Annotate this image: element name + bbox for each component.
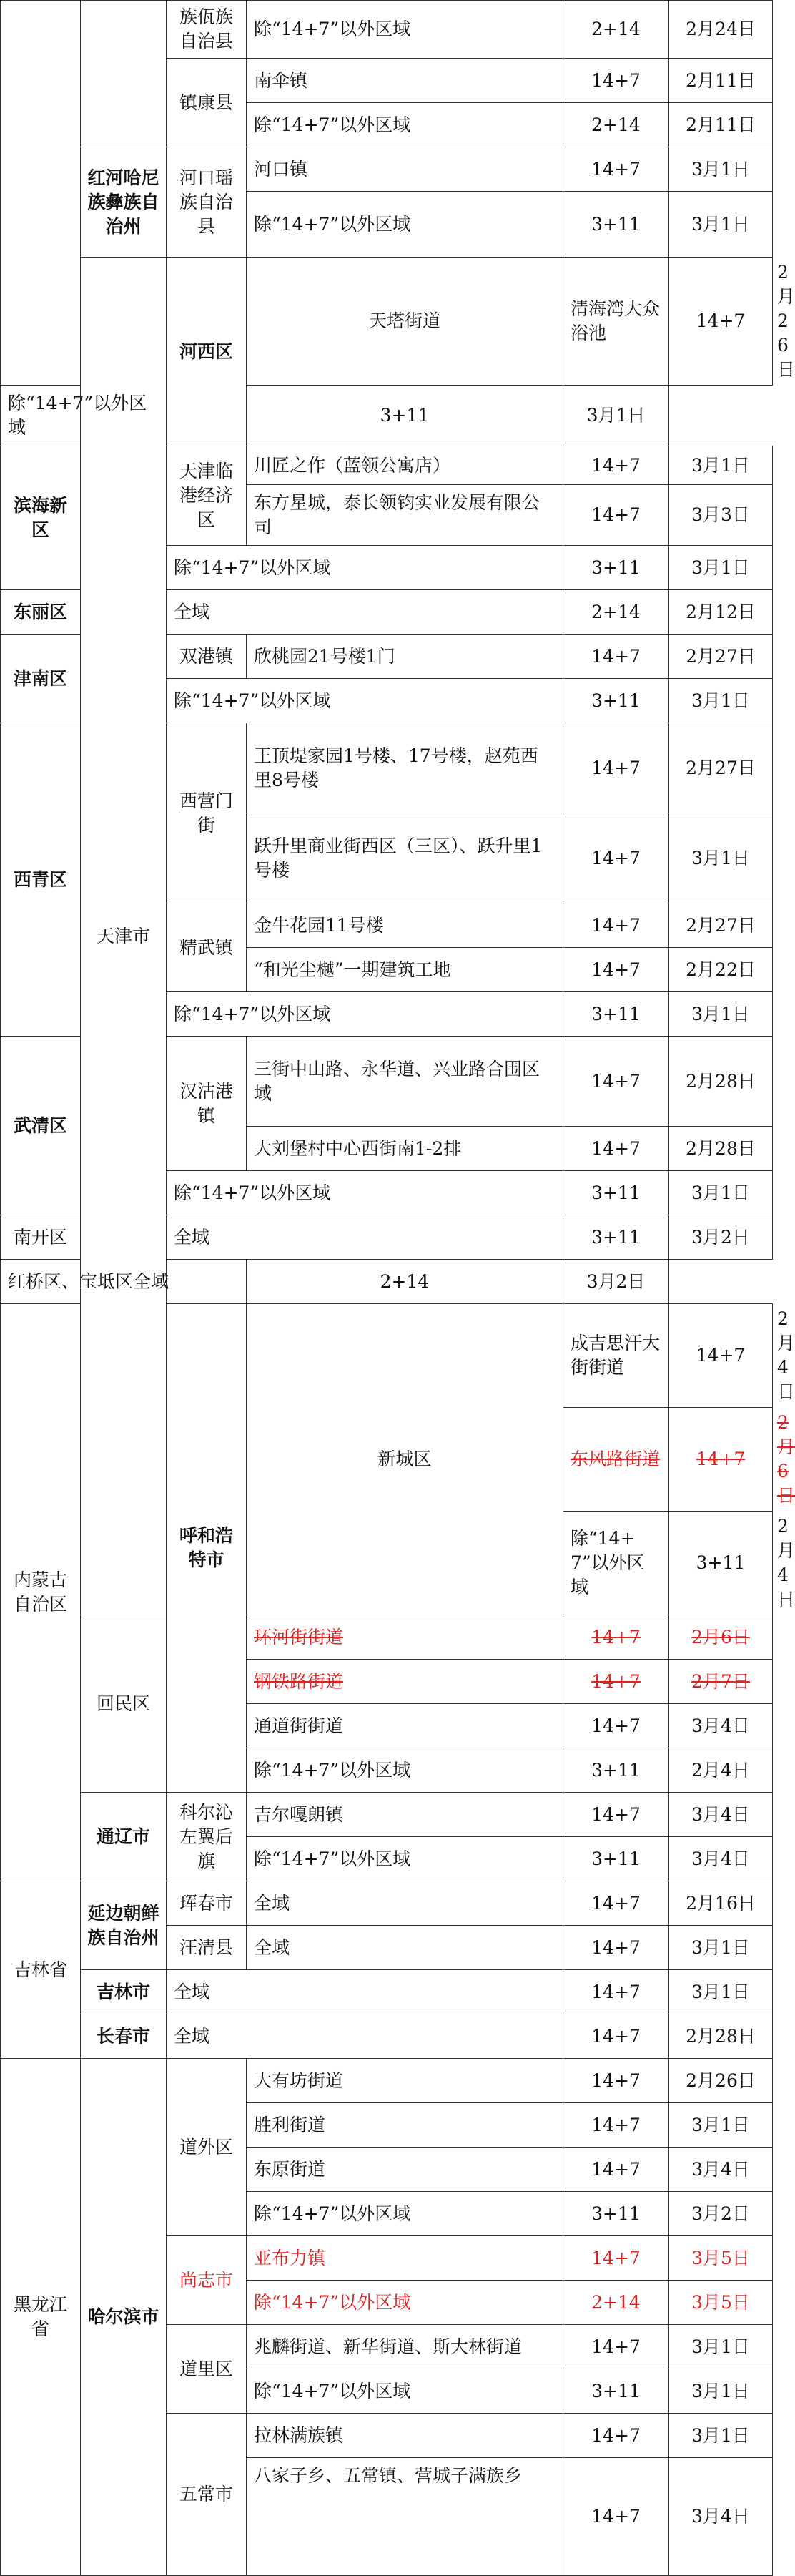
date-cell: 2月4日 bbox=[669, 1748, 773, 1793]
date-cell: 3月5日 bbox=[669, 2281, 773, 2325]
city-cell: 通辽市 bbox=[81, 1793, 167, 1881]
policy-cell: 3+11 bbox=[563, 679, 669, 723]
date-cell: 3月1日 bbox=[669, 1970, 773, 2014]
policy-cell: 14+7 bbox=[563, 1037, 669, 1127]
date-cell: 2月28日 bbox=[669, 1037, 773, 1127]
city-cell: 南开区 bbox=[1, 1215, 81, 1260]
policy-cell: 14+7 bbox=[563, 2325, 669, 2369]
area-cell: 除“14+7”以外区域 bbox=[167, 1171, 563, 1215]
policy-cell: 3+11 bbox=[563, 546, 669, 590]
district-cell: 天塔街道 bbox=[247, 258, 563, 386]
area-cell: “和光尘樾”一期建筑工地 bbox=[247, 948, 563, 992]
policy-cell: 14+7 bbox=[563, 1127, 669, 1171]
province-cell: 吉林省 bbox=[1, 1881, 81, 2059]
policy-cell: 3+11 bbox=[563, 1171, 669, 1215]
area-cell: 全域 bbox=[167, 1215, 563, 1260]
date-cell: 2月24日 bbox=[669, 1, 773, 59]
policy-cell: 14+7 bbox=[563, 2059, 669, 2103]
city-cell: 津南区 bbox=[1, 635, 81, 723]
date-cell: 3月1日 bbox=[669, 446, 773, 485]
date-cell: 3月2日 bbox=[563, 1260, 669, 1304]
date-cell: 2月7日 bbox=[669, 1660, 773, 1704]
district-cell: 尚志市 bbox=[167, 2236, 247, 2325]
policy-cell: 14+7 bbox=[669, 1304, 773, 1408]
policy-cell: 2+14 bbox=[247, 1260, 563, 1304]
city-cell: 西青区 bbox=[1, 723, 81, 1037]
area-cell: 钢铁路街道 bbox=[247, 1660, 563, 1704]
policy-cell: 14+7 bbox=[563, 1926, 669, 1970]
area-cell: 全域 bbox=[167, 2014, 563, 2059]
policy-cell: 14+7 bbox=[563, 1881, 669, 1926]
table-row bbox=[1, 1970, 773, 2014]
date-cell: 3月4日 bbox=[669, 1837, 773, 1881]
city-cell: 东丽区 bbox=[1, 590, 81, 635]
area-cell: 红桥区、宝坻区全域 bbox=[1, 1260, 247, 1304]
policy-cell: 14+7 bbox=[563, 2236, 669, 2281]
area-cell: 除“14+7”以外区域 bbox=[247, 1837, 563, 1881]
policy-cell: 14+7 bbox=[563, 635, 669, 679]
policy-cell: 14+7 bbox=[563, 1793, 669, 1837]
district-cell: 天津临港经济区 bbox=[167, 446, 247, 546]
district-cell: 双港镇 bbox=[167, 635, 247, 679]
district-cell: 新城区 bbox=[247, 1304, 563, 1615]
date-cell: 3月1日 bbox=[669, 546, 773, 590]
area-cell: 全域 bbox=[247, 1926, 563, 1970]
area-cell: 除“14+7”以外区域 bbox=[247, 2192, 563, 2236]
date-cell: 3月3日 bbox=[669, 485, 773, 546]
city-cell: 延边朝鲜族自治州 bbox=[81, 1881, 167, 1970]
area-cell: 除“14+7”以外区域 bbox=[563, 1512, 669, 1615]
date-cell: 3月4日 bbox=[669, 1793, 773, 1837]
district-cell: 汉沽港镇 bbox=[167, 1037, 247, 1171]
area-cell: 兆麟街道、新华街道、斯大林街道 bbox=[247, 2325, 563, 2369]
district-cell: 回民区 bbox=[81, 1615, 167, 1793]
date-cell: 2月27日 bbox=[669, 723, 773, 813]
date-cell: 3月1日 bbox=[669, 2103, 773, 2148]
area-cell: 河口镇 bbox=[247, 147, 563, 192]
date-cell: 3月2日 bbox=[669, 1215, 773, 1260]
district-cell: 西营门街 bbox=[167, 723, 247, 903]
policy-cell: 3+11 bbox=[563, 2192, 669, 2236]
policy-cell: 14+7 bbox=[563, 2148, 669, 2192]
policy-cell: 14+7 bbox=[563, 903, 669, 948]
table-row bbox=[1, 1881, 773, 1926]
table-row: 除“14+7”以外区域 3+11 2月4日 bbox=[1, 1512, 773, 1615]
date-cell: 3月1日 bbox=[669, 1926, 773, 1970]
area-cell: 东方星城，泰长领钧实业发展有限公司 bbox=[247, 485, 563, 546]
district-cell: 精武镇 bbox=[167, 903, 247, 992]
area-cell: 大刘堡村中心西街南1-2排 bbox=[247, 1127, 563, 1171]
policy-cell: 14+7 bbox=[563, 723, 669, 813]
date-cell: 3月1日 bbox=[669, 2414, 773, 2458]
date-cell: 2月16日 bbox=[669, 1881, 773, 1926]
area-cell: 全域 bbox=[167, 590, 563, 635]
policy-cell: 3+11 bbox=[563, 192, 669, 258]
city-cell: 呼和浩特市 bbox=[167, 1304, 247, 1793]
policy-cell: 2+14 bbox=[563, 1, 669, 59]
policy-cell: 14+7 bbox=[563, 2414, 669, 2458]
area-cell: 通道街街道 bbox=[247, 1704, 563, 1748]
city-cell: 哈尔滨市 bbox=[81, 2059, 167, 2576]
table-row: 天津市 河西区 天塔街道 清海湾大众浴池 14+7 2月26日 bbox=[1, 258, 773, 386]
date-cell: 2月28日 bbox=[669, 2014, 773, 2059]
area-cell: 拉林满族镇 bbox=[247, 2414, 563, 2458]
province-cell bbox=[1, 1, 81, 386]
district-cell: 科尔沁左翼后旗 bbox=[167, 1793, 247, 1881]
date-cell: 3月1日 bbox=[669, 192, 773, 258]
date-cell: 3月4日 bbox=[669, 2458, 773, 2576]
date-cell: 2月22日 bbox=[669, 948, 773, 992]
area-cell: 除“14+7”以外区域 bbox=[167, 546, 563, 590]
table-row bbox=[1, 147, 773, 192]
area-cell: 川匠之作（蓝领公寓店） bbox=[247, 446, 563, 485]
policy-cell: 2+14 bbox=[563, 103, 669, 147]
date-cell: 3月1日 bbox=[669, 813, 773, 903]
table-row bbox=[1, 1260, 773, 1304]
district-cell: 珲春市 bbox=[167, 1881, 247, 1926]
policy-cell: 3+11 bbox=[563, 1748, 669, 1793]
city-cell: 长春市 bbox=[81, 2014, 167, 2059]
policy-cell: 14+7 bbox=[563, 2014, 669, 2059]
date-cell: 3月1日 bbox=[669, 992, 773, 1037]
date-cell: 3月5日 bbox=[669, 2236, 773, 2281]
area-cell: 王顶堤家园1号楼、17号楼，赵苑西里8号楼 bbox=[247, 723, 563, 813]
date-cell: 2月27日 bbox=[669, 903, 773, 948]
area-cell: 东原街道 bbox=[247, 2148, 563, 2192]
date-cell: 3月1日 bbox=[669, 679, 773, 723]
date-cell: 3月1日 bbox=[669, 2325, 773, 2369]
area-cell: 全域 bbox=[247, 1881, 563, 1926]
date-cell: 2月6日 bbox=[669, 1615, 773, 1660]
area-cell: 除“14+7”以外区域 bbox=[1, 386, 167, 446]
table-row bbox=[1, 1, 773, 59]
date-cell: 3月1日 bbox=[669, 2369, 773, 2414]
district-cell: 道外区 bbox=[167, 2059, 247, 2236]
district-cell: 汪清县 bbox=[167, 1926, 247, 1970]
area-cell: 成吉思汗大街街道 bbox=[563, 1304, 669, 1408]
area-cell: 除“14+7”以外区域 bbox=[247, 2369, 563, 2414]
area-cell: 除“14+7”以外区域 bbox=[167, 992, 563, 1037]
district-cell: 河口瑶族自治县 bbox=[167, 147, 247, 258]
province-cell: 内蒙古自治区 bbox=[1, 1304, 81, 1881]
area-cell: 吉尔嘎朗镇 bbox=[247, 1793, 563, 1837]
area-cell: 环河街街道 bbox=[247, 1615, 563, 1660]
area-cell: 欣桃园21号楼1门 bbox=[247, 635, 563, 679]
policy-cell: 3+11 bbox=[563, 1215, 669, 1260]
policy-cell: 14+7 bbox=[669, 258, 773, 386]
policy-cell: 14+7 bbox=[669, 1408, 773, 1512]
table-row bbox=[1, 1793, 773, 1837]
policy-cell: 14+7 bbox=[563, 1704, 669, 1748]
city-cell: 武清区 bbox=[1, 1037, 81, 1215]
policy-cell: 3+11 bbox=[563, 2369, 669, 2414]
policy-cell: 3+11 bbox=[563, 1837, 669, 1881]
area-cell: 三街中山路、永华道、兴业路合围区域 bbox=[247, 1037, 563, 1127]
date-cell: 2月11日 bbox=[669, 103, 773, 147]
area-cell: 八家子乡、五常镇、营城子满族乡 bbox=[247, 2458, 563, 2576]
policy-cell: 14+7 bbox=[563, 813, 669, 903]
area-cell: 东风路街道 bbox=[563, 1408, 669, 1512]
district-cell: 族佤族自治县 bbox=[167, 1, 247, 59]
area-cell: 胜利街道 bbox=[247, 2103, 563, 2148]
area-cell: 除“14+7”以外区域 bbox=[247, 1748, 563, 1793]
area-cell: 大有坊街道 bbox=[247, 2059, 563, 2103]
date-cell: 3月2日 bbox=[669, 2192, 773, 2236]
city-cell bbox=[81, 1, 167, 147]
city-cell: 滨海新区 bbox=[1, 446, 81, 590]
policy-cell: 14+7 bbox=[563, 59, 669, 103]
table-row bbox=[1, 386, 773, 446]
policy-cell: 14+7 bbox=[563, 1970, 669, 2014]
policy-cell: 14+7 bbox=[563, 2103, 669, 2148]
area-cell: 亚布力镇 bbox=[247, 2236, 563, 2281]
policy-cell: 3+11 bbox=[247, 386, 563, 446]
area-cell: 清海湾大众浴池 bbox=[563, 258, 669, 386]
date-cell: 3月1日 bbox=[669, 1171, 773, 1215]
table-row bbox=[1, 2059, 773, 2103]
date-cell: 3月1日 bbox=[669, 147, 773, 192]
table-row bbox=[1, 1615, 773, 1660]
province-cell: 黑龙江省 bbox=[1, 2059, 81, 2576]
policy-cell: 14+7 bbox=[563, 1660, 669, 1704]
policy-cell: 14+7 bbox=[563, 2458, 669, 2576]
area-cell: 除“14+7”以外区域 bbox=[247, 103, 563, 147]
date-cell: 3月4日 bbox=[669, 1704, 773, 1748]
date-cell: 2月28日 bbox=[669, 1127, 773, 1171]
policy-cell: 14+7 bbox=[563, 1615, 669, 1660]
area-cell: 全域 bbox=[167, 1970, 563, 2014]
area-cell: 除“14+7”以外区域 bbox=[247, 1, 563, 59]
area-cell: 除“14+7”以外区域 bbox=[247, 192, 563, 258]
date-cell: 2月26日 bbox=[669, 2059, 773, 2103]
area-cell: 除“14+7”以外区域 bbox=[247, 2281, 563, 2325]
date-cell: 3月4日 bbox=[669, 2148, 773, 2192]
district-cell: 镇康县 bbox=[167, 59, 247, 147]
area-cell: 跃升里商业街西区（三区）、跃升里1号楼 bbox=[247, 813, 563, 903]
policy-cell: 3+11 bbox=[563, 992, 669, 1037]
district-cell: 道里区 bbox=[167, 2325, 247, 2414]
district-cell: 五常市 bbox=[167, 2414, 247, 2576]
date-cell: 2月27日 bbox=[669, 635, 773, 679]
city-cell: 红河哈尼族彝族自治州 bbox=[81, 147, 167, 258]
province-cell: 天津市 bbox=[81, 258, 167, 1615]
policy-cell: 14+7 bbox=[563, 948, 669, 992]
date-cell: 2月11日 bbox=[669, 59, 773, 103]
table-row bbox=[1, 2014, 773, 2059]
policy-cell: 14+7 bbox=[563, 485, 669, 546]
city-cell: 河西区 bbox=[167, 258, 247, 446]
policy-cell: 2+14 bbox=[563, 2281, 669, 2325]
area-cell: 南伞镇 bbox=[247, 59, 563, 103]
policy-cell: 14+7 bbox=[563, 446, 669, 485]
table-row: 东风路街道 14+7 2月6日 bbox=[1, 1408, 773, 1512]
policy-cell: 2+14 bbox=[563, 590, 669, 635]
area-cell: 除“14+7”以外区域 bbox=[167, 679, 563, 723]
policy-cell: 3+11 bbox=[669, 1512, 773, 1615]
date-cell: 3月1日 bbox=[563, 386, 669, 446]
area-cell: 金牛花园11号楼 bbox=[247, 903, 563, 948]
city-cell: 吉林市 bbox=[81, 1970, 167, 2014]
policy-cell: 14+7 bbox=[563, 147, 669, 192]
date-cell: 2月12日 bbox=[669, 590, 773, 635]
table-row: 内蒙古自治区 呼和浩特市 新城区 成吉思汗大街街道 14+7 2月4日 bbox=[1, 1304, 773, 1408]
